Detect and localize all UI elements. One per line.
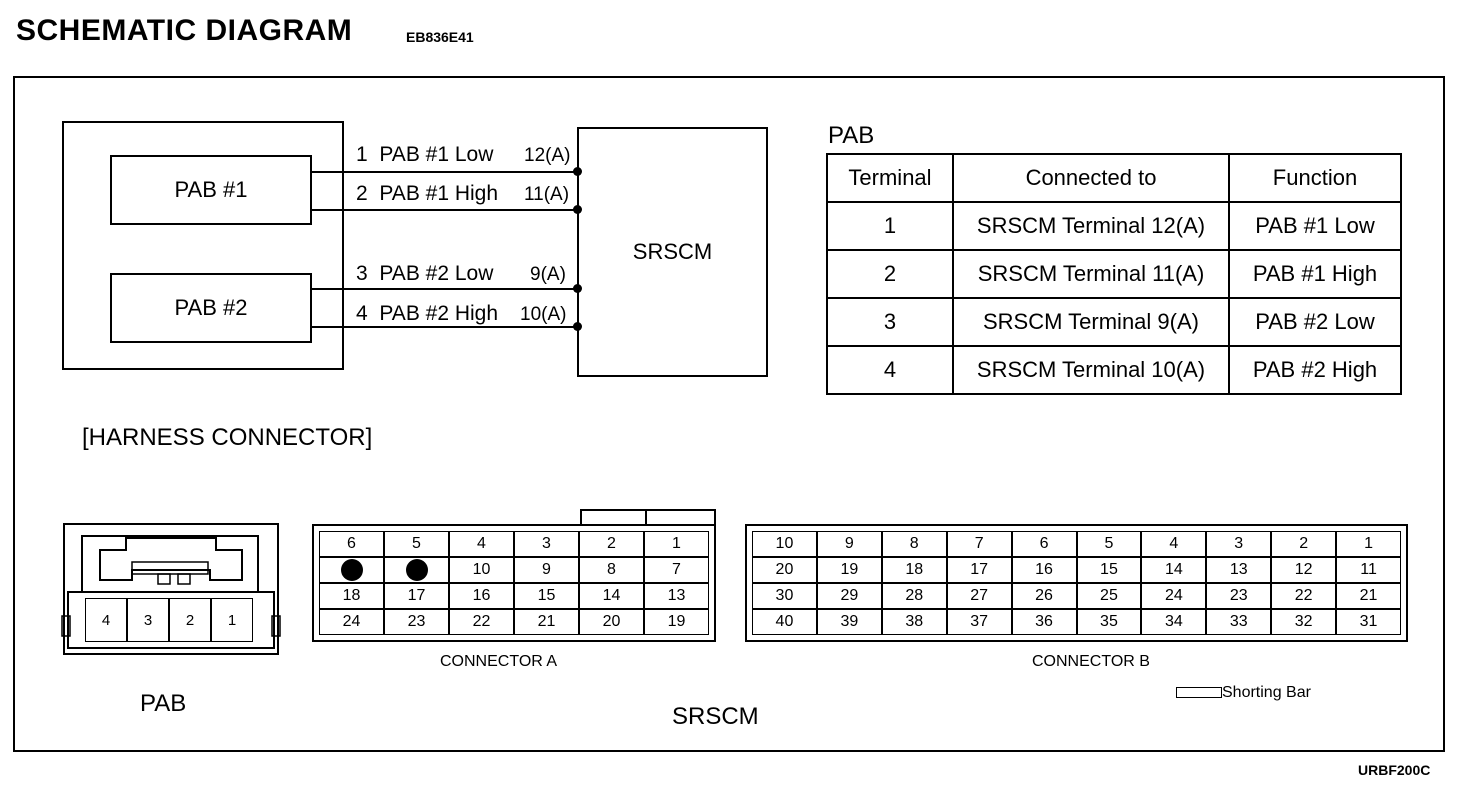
connector-pin: 31 [1336, 609, 1401, 635]
document-code: EB836E41 [406, 29, 474, 45]
filled-pin-marker [341, 559, 363, 581]
wire-4-name: PAB #2 High [379, 302, 499, 325]
connector-pin: 18 [319, 583, 384, 609]
wire-1 [312, 171, 578, 173]
connector-pin: 14 [1141, 557, 1206, 583]
connector-pin: 1 [644, 531, 709, 557]
pab-connector-label: PAB [140, 690, 187, 717]
wire-2-number: 2 [356, 182, 368, 205]
connector-pin: 7 [644, 557, 709, 583]
function-cell: PAB #1 Low [1229, 202, 1401, 250]
connector-pin: 20 [752, 557, 817, 583]
connector-pin: 15 [1077, 557, 1142, 583]
wire-4-label [356, 302, 498, 326]
pab-pin: 2 [169, 598, 211, 642]
connector-pin: 23 [384, 609, 449, 635]
wire-2-terminal: 11(A) [524, 184, 570, 205]
connector-pin: 2 [579, 531, 644, 557]
wire-3-label [356, 262, 493, 286]
figure-code: URBF200C [1358, 762, 1431, 778]
connector-pin: 16 [1012, 557, 1077, 583]
connector-pin: 34 [1141, 609, 1206, 635]
connector-pin: 27 [947, 583, 1012, 609]
connector-pin: 25 [1077, 583, 1142, 609]
connector-b [745, 524, 1408, 642]
connector-pin: 15 [514, 583, 579, 609]
wire-4-number: 4 [356, 302, 368, 325]
connected-to-cell: SRSCM Terminal 9(A) [953, 298, 1229, 346]
wire-4 [312, 326, 578, 328]
wire-1-label [356, 143, 493, 167]
connector-pin: 39 [817, 609, 882, 635]
connector-pin: 4 [449, 531, 514, 557]
connector-pin: 26 [1012, 583, 1077, 609]
connector-pin: 2 [1271, 531, 1336, 557]
srscm-connector-label: SRSCM [672, 703, 759, 730]
connector-pin: 38 [882, 609, 947, 635]
wire-1-junction [573, 167, 582, 176]
table-row [827, 298, 1401, 346]
srscm-box: SRSCM [577, 127, 768, 377]
connector-pin [384, 557, 449, 583]
connector-pin: 19 [817, 557, 882, 583]
terminal-cell: 4 [827, 346, 953, 394]
harness-connector-title: [HARNESS CONNECTOR] [82, 424, 373, 451]
wire-3-name: PAB #2 Low [379, 262, 494, 285]
wire-1-number: 1 [356, 143, 368, 166]
wire-2-junction [573, 205, 582, 214]
table-header-row [827, 154, 1401, 202]
page-title: SCHEMATIC DIAGRAM [16, 14, 353, 47]
connector-pin: 5 [384, 531, 449, 557]
wire-2 [312, 209, 578, 211]
connector-b-grid [752, 531, 1401, 635]
wire-2-label [356, 182, 498, 206]
connector-pin: 8 [882, 531, 947, 557]
connector-pin: 13 [1206, 557, 1271, 583]
terminal-cell: 3 [827, 298, 953, 346]
terminal-cell: 2 [827, 250, 953, 298]
shorting-bar-legend-label: Shorting Bar [1222, 684, 1311, 701]
wire-1-name: PAB #1 Low [379, 143, 494, 166]
wire-4-terminal: 10(A) [520, 304, 567, 325]
wire-3 [312, 288, 578, 290]
function-cell: PAB #2 High [1229, 346, 1401, 394]
connector-pin: 7 [947, 531, 1012, 557]
table-row [827, 346, 1401, 394]
connector-pin: 1 [1336, 531, 1401, 557]
connector-pin: 24 [1141, 583, 1206, 609]
header-function: Function [1229, 154, 1401, 202]
pab-2-box: PAB #2 [110, 273, 312, 343]
connector-pin: 3 [1206, 531, 1271, 557]
wire-3-number: 3 [356, 262, 368, 285]
connector-pin: 21 [1336, 583, 1401, 609]
header-terminal: Terminal [827, 154, 953, 202]
connector-pin: 36 [1012, 609, 1077, 635]
connected-to-cell: SRSCM Terminal 10(A) [953, 346, 1229, 394]
connected-to-cell: SRSCM Terminal 11(A) [953, 250, 1229, 298]
shorting-bar-symbol [1176, 687, 1222, 698]
wire-4-junction [573, 322, 582, 331]
connected-to-cell: SRSCM Terminal 12(A) [953, 202, 1229, 250]
connector-pin: 8 [579, 557, 644, 583]
filled-pin-marker [406, 559, 428, 581]
connector-pin: 17 [947, 557, 1012, 583]
connector-pin: 22 [1271, 583, 1336, 609]
connector-pin: 10 [449, 557, 514, 583]
pab-pin: 3 [127, 598, 169, 642]
connector-pin [319, 557, 384, 583]
wire-3-terminal: 9(A) [530, 264, 566, 285]
connector-pin: 22 [449, 609, 514, 635]
connector-pin: 16 [449, 583, 514, 609]
connector-pin: 14 [579, 583, 644, 609]
pab-pin-row [85, 598, 253, 642]
pab-terminal-table [826, 153, 1402, 395]
function-cell: PAB #1 High [1229, 250, 1401, 298]
connector-pin: 24 [319, 609, 384, 635]
connector-pin: 10 [752, 531, 817, 557]
connector-pin: 11 [1336, 557, 1401, 583]
connector-pin: 3 [514, 531, 579, 557]
connector-pin: 18 [882, 557, 947, 583]
connector-a [312, 524, 716, 642]
function-cell: PAB #2 Low [1229, 298, 1401, 346]
connector-pin: 23 [1206, 583, 1271, 609]
connector-pin: 13 [644, 583, 709, 609]
pab-1-box: PAB #1 [110, 155, 312, 225]
connector-pin: 6 [1012, 531, 1077, 557]
connector-pin: 9 [817, 531, 882, 557]
connector-pin: 9 [514, 557, 579, 583]
table-row [827, 250, 1401, 298]
connector-pin: 29 [817, 583, 882, 609]
connector-pin: 6 [319, 531, 384, 557]
connector-pin: 33 [1206, 609, 1271, 635]
connector-pin: 37 [947, 609, 1012, 635]
connector-pin: 32 [1271, 609, 1336, 635]
wire-1-terminal: 12(A) [524, 145, 571, 166]
connector-b-label: CONNECTOR B [1032, 653, 1150, 670]
connector-pin: 4 [1141, 531, 1206, 557]
connector-pin: 21 [514, 609, 579, 635]
connector-a-grid [319, 531, 709, 635]
pab-pin: 1 [211, 598, 253, 642]
table-title: PAB [828, 122, 875, 149]
header-connected-to: Connected to [953, 154, 1229, 202]
connector-pin: 20 [579, 609, 644, 635]
connector-pin: 35 [1077, 609, 1142, 635]
wire-3-junction [573, 284, 582, 293]
terminal-cell: 1 [827, 202, 953, 250]
table-row [827, 202, 1401, 250]
connector-pin: 28 [882, 583, 947, 609]
connector-pin: 19 [644, 609, 709, 635]
connector-pin: 12 [1271, 557, 1336, 583]
wire-2-name: PAB #1 High [379, 182, 499, 205]
connector-pin: 40 [752, 609, 817, 635]
connector-pin: 5 [1077, 531, 1142, 557]
connector-a-label: CONNECTOR A [440, 653, 558, 670]
connector-pin: 30 [752, 583, 817, 609]
connector-pin: 17 [384, 583, 449, 609]
pab-pin: 4 [85, 598, 127, 642]
